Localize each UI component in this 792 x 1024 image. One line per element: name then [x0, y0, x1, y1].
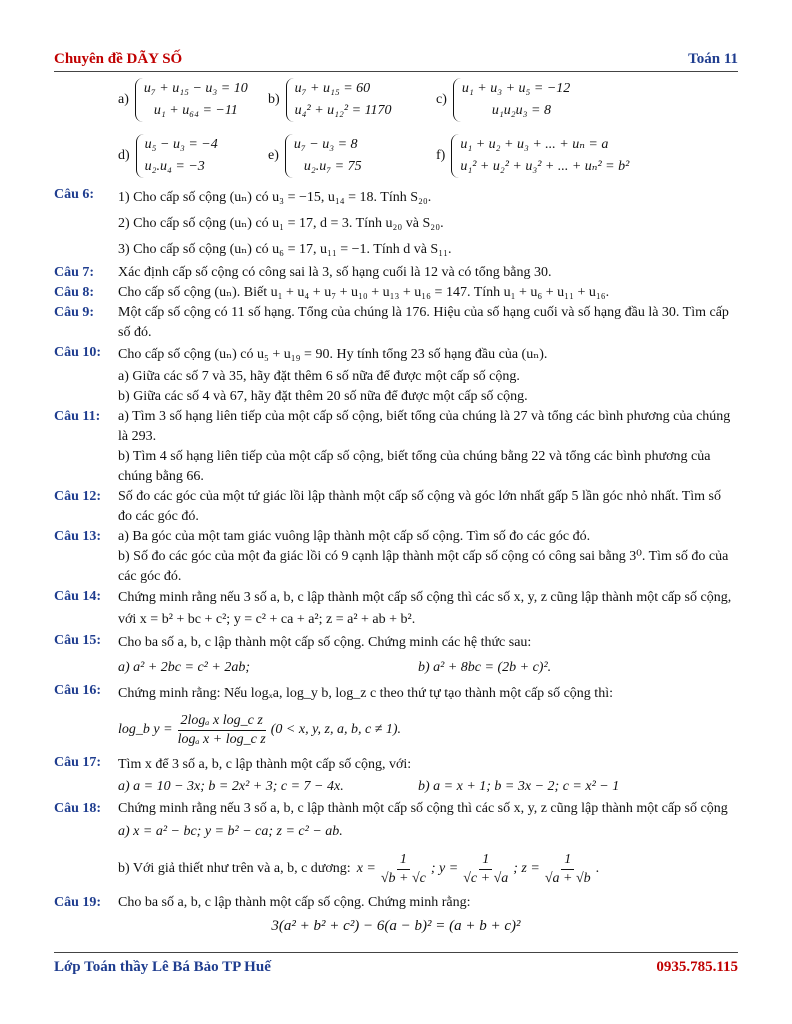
- system-c: c) u₁ + u₃ + u₅ = −12 u₁u₂u₃ = 8: [436, 78, 576, 122]
- question-11: Câu 11: a) Tìm 3 số hạng liên tiếp của một cấp số cộng, biết tổng của chúng là 27 và tổng các bình phương của chúng là 293. b) Tìm 4 số hạng liên tiếp của một cấp số cộng, biết tổng của chúng bằng 22 và tổng các bình phương của chúng bằng 66.: [54, 409, 731, 484]
- header-subject: Toán 11: [688, 51, 738, 67]
- question-19: Câu 19: Cho ba số a, b, c lập thành một cấp số cộng. Chứng minh rằng: 3(a² + b² + c²) − 6(a − b)² = (a + b + c)²: [54, 893, 738, 939]
- question-12: Câu 12: Số đo các góc của một tứ giác lồi lập thành một cấp số cộng và góc lớn nhất gấp 5 lần góc nhỏ nhất. Tìm số đo các góc đó.: [54, 489, 721, 524]
- question-14: Câu 14: Chứng minh rằng nếu 3 số a, b, c lập thành một cấp số cộng thì các số x, y, z cũng lập thành một cấp số cộng, với x = b² + bc + c²; y = c² + ca + a²; z = a² + ab + b².: [54, 589, 732, 627]
- header-title: Chuyên đề DÃY SỐ: [54, 51, 183, 67]
- system-f: f) u₁ + u₂ + u₃ + ... + uₙ = a u₁² + u₂² + u₃² + ... + uₙ² = b²: [436, 134, 635, 178]
- question-16: Câu 16: Chứng minh rằng: Nếu logₓa, log_y b, log_z c theo thứ tự tạo thành một cấp số cộng thì: log_b y = $\frac{\text{2logₐ x log\_c z}}{\text{logₐ x + log\_c z}}$ (0 < x, y, z, a, b, c ≠ 1).: [54, 681, 738, 753]
- question-15: Câu 15: Cho ba số a, b, c lập thành một cấp số cộng. Chứng minh các hệ thức sau: a) a² + 2bc = c² + 2ab; b) a² + 8bc = (2b + c)².: [54, 633, 552, 675]
- question-10: Câu 10: Cho cấp số cộng (uₙ) có u₅ + u₁₉ = 90. Hy tính tổng 23 số hạng đầu của (uₙ). a) Giữa các số 7 và 35, hãy đặt thêm 6 số nữa để được một cấp số cộng. b) Giữa các số 4 và 67, hãy đặt thêm 20 số nữa để được một cấp số cộng.: [54, 345, 548, 404]
- question-label: Câu 12:: [54, 489, 102, 504]
- question-7: Câu 7: Xác định cấp số cộng có công sai là 3, số hạng cuối là 12 và có tổng bằng 30.: [54, 263, 738, 283]
- systems-row-1: [118, 72, 738, 128]
- question-label: Câu 19:: [54, 895, 102, 910]
- question-label: Câu 10:: [54, 345, 102, 360]
- question-label: Câu 16:: [54, 683, 102, 698]
- identity-equation: 3(a² + b² + c²) − 6(a − b)² = (a + b + c)²: [271, 918, 521, 934]
- system-b: b) u₇ + u₁₅ = 60 u₄² + u₁₂² = 1170: [268, 78, 436, 122]
- question-label: Câu 8:: [54, 285, 95, 300]
- question-18: Câu 18: Chứng minh rằng nếu 3 số a, b, c lập thành một cấp số cộng thì các số x, y, z cũng lập thành một cấp số cộng a) x = a² − bc; y = b² − ca; z = c² − ab. b) Với giả thiết như trên và a, b, c dương: x = $\frac{1}{√b + √c}$ ; y = $\frac{1}{√c + √a}$ ; z = $\frac{1}{√a + √b}$ .: [54, 799, 738, 893]
- question-label: Câu 18:: [54, 801, 102, 816]
- systems-row-2: [118, 128, 738, 184]
- question-label: Câu 7:: [54, 265, 95, 280]
- question-9: Câu 9: Một cấp số cộng có 11 số hạng. Tổng của chúng là 176. Hiệu của số hạng cuối và số hạng đầu là 30. Tìm cấp số đó.: [54, 305, 729, 340]
- question-17: Câu 17: Tìm x để 3 số a, b, c lập thành một cấp số cộng, với: a) a = 10 − 3x; b = 2x² + 3; c = 7 − 4x. b) a = x + 1; b = 3x − 2; c = x² − 1: [54, 755, 620, 794]
- question-label: Câu 15:: [54, 633, 102, 648]
- question-label: Câu 6:: [54, 187, 95, 202]
- document-body: [54, 72, 738, 939]
- system-e: e) u₇ − u₃ = 8 u₂.u₇ = 75: [268, 134, 436, 178]
- question-8: Câu 8: Cho cấp số cộng (uₙ). Biết u₁ + u₄ + u₇ + u₁₀ + u₁₃ + u₁₆ = 147. Tính u₁ + u₆ + u₁₁ + u₁₆.: [54, 283, 738, 303]
- question-label: Câu 13:: [54, 529, 102, 544]
- question-label: Câu 17:: [54, 755, 102, 770]
- footer-teacher: Lớp Toán thầy Lê Bá Bảo TP Huế: [54, 959, 271, 975]
- log-identity: log_b y = $\frac{\text{2logₐ x log\_c z}}{\text{logₐ x + log\_c z}}$ (0 < x, y, z, a, b, c ≠ 1).: [118, 712, 402, 747]
- footer-phone: 0935.785.115: [656, 959, 738, 975]
- question-label: Câu 14:: [54, 589, 102, 604]
- system-a: a) u₇ + u₁₅ − u₃ = 10 u₁ + u₆₄ = −11: [118, 78, 268, 122]
- question-13: Câu 13: a) Ba góc của một tam giác vuông lập thành một cấp số cộng. Tìm số đo các góc đó. b) Số đo các góc của một đa giác lồi có 9 cạnh lập thành một cấp số cộng có công sai bằng 3⁰. Tìm số đo của các góc đó.: [54, 529, 729, 584]
- question-label: Câu 11:: [54, 409, 101, 424]
- page-footer: [54, 952, 738, 977]
- reciprocal-sqrt-terms: b) Với giả thiết như trên và a, b, c dương: x = $\frac{1}{√b + √c}$ ; y = $\frac{1}{√c + √a}$ ; z = $\frac{1}{√a + √b}$ .: [118, 851, 600, 886]
- system-d: d) u₅ − u₃ = −4 u₂.u₄ = −3: [118, 134, 268, 178]
- question-6: Câu 6: 1) Cho cấp số cộng (uₙ) có u₃ = −15, u₁₄ = 18. Tính S₂₀. 2) Cho cấp số cộng (uₙ) có u₁ = 17, d = 3. Tính u₂₀ và S₂₀. 3) Cho cấp số cộng (uₙ) có u₆ = 17, u₁₁ = −1. Tính d và S₁₁.: [54, 187, 452, 257]
- question-label: Câu 9:: [54, 305, 95, 320]
- page-header: [54, 49, 738, 72]
